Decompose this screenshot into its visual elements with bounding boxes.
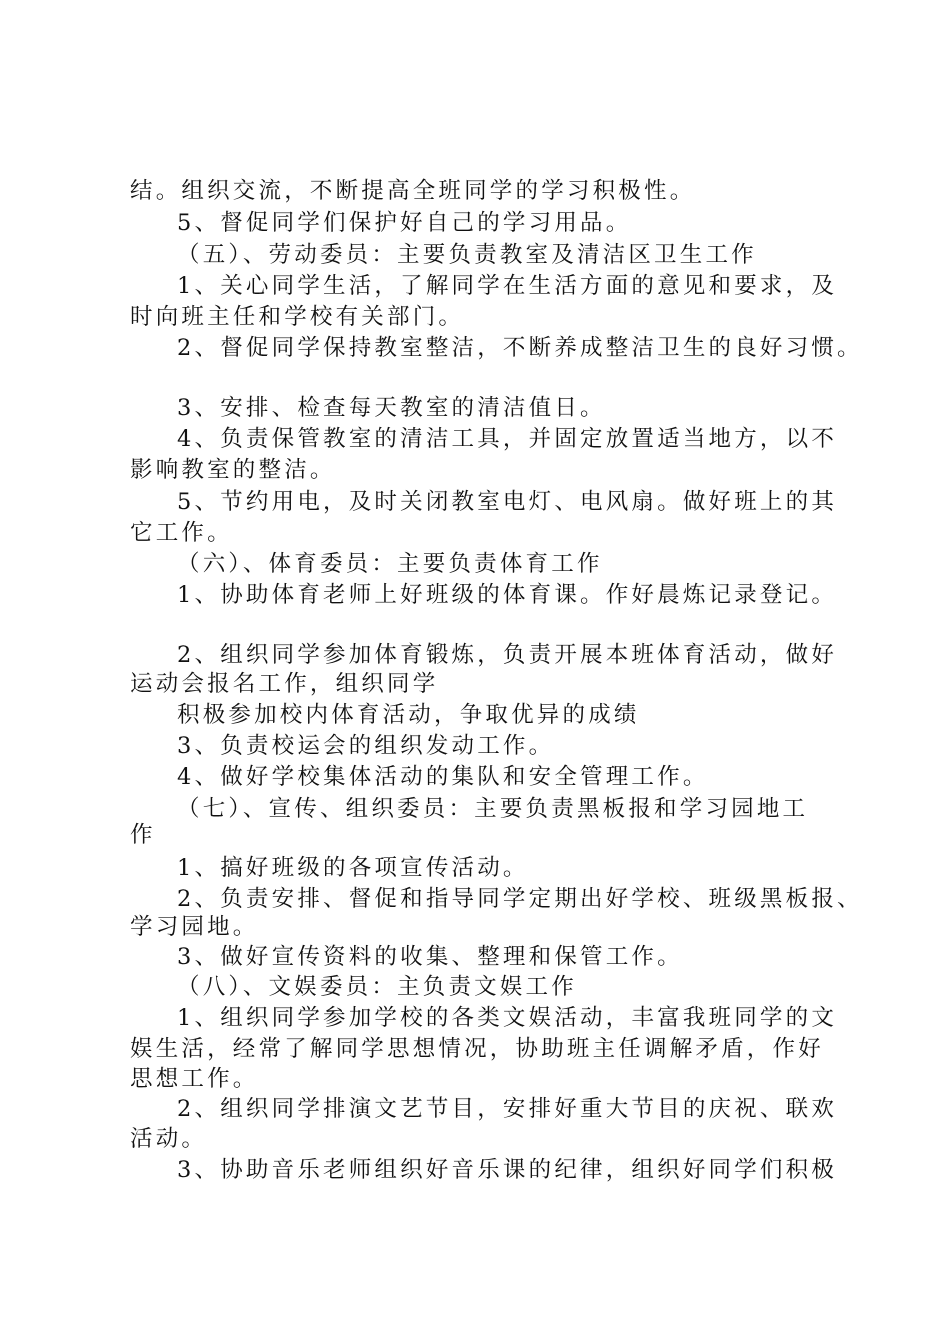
text-line: 4、负责保管教室的清洁工具，并固定放置适当地方，以不 xyxy=(177,426,838,452)
text-line: 运动会报名工作，组织同学 xyxy=(130,671,439,697)
text-line: 1、关心同学生活，了解同学在生活方面的意见和要求，及 xyxy=(177,273,838,299)
text-line: 3、安排、检查每天教室的清洁值日。 xyxy=(177,395,606,421)
section-heading: 作 xyxy=(130,822,156,848)
text-line: 结。组织交流，不断提高全班同学的学习积极性。 xyxy=(130,178,696,204)
text-line: 5、督促同学们保护好自己的学习用品。 xyxy=(177,210,632,236)
text-line: 2、组织同学排演文艺节目，安排好重大节目的庆祝、联欢 xyxy=(177,1096,838,1122)
text-line: 学习园地。 xyxy=(130,914,259,940)
section-heading: （五）、劳动委员：主要负责教室及清洁区卫生工作 xyxy=(177,242,757,268)
text-line: 5、节约用电，及时关闭教室电灯、电风扇。做好班上的其 xyxy=(177,489,838,515)
text-line: 3、协助音乐老师组织好音乐课的纪律，组织好同学们积极 xyxy=(177,1157,838,1183)
text-line: 思想工作。 xyxy=(130,1066,259,1092)
section-heading: （八）、文娱委员：主负责文娱工作 xyxy=(177,974,577,1000)
text-line: 1、组织同学参加学校的各类文娱活动，丰富我班同学的文 xyxy=(177,1005,838,1031)
text-line: 娱生活，经常了解同学思想情况，协助班主任调解矛盾，作好 xyxy=(130,1036,824,1062)
section-heading: （六）、体育委员：主要负责体育工作 xyxy=(177,551,603,577)
text-line: 1、协助体育老师上好班级的体育课。作好晨炼记录登记。 xyxy=(177,582,838,608)
text-line: 3、做好宣传资料的收集、整理和保管工作。 xyxy=(177,944,683,970)
text-line: 3、负责校运会的组织发动工作。 xyxy=(177,733,555,759)
text-line: 2、组织同学参加体育锻炼，负责开展本班体育活动，做好 xyxy=(177,642,838,668)
text-line: 它工作。 xyxy=(130,520,233,546)
section-heading: （七）、宣传、组织委员：主要负责黑板报和学习园地工 xyxy=(177,796,809,822)
text-line: 1、搞好班级的各项宣传活动。 xyxy=(177,855,529,881)
text-line: 2、督促同学保持教室整洁，不断养成整洁卫生的良好习惯。 xyxy=(177,335,863,361)
text-line: 4、做好学校集体活动的集队和安全管理工作。 xyxy=(177,764,709,790)
text-line: 活动。 xyxy=(130,1126,208,1152)
text-line: 影响教室的整洁。 xyxy=(130,457,336,483)
text-line: 时向班主任和学校有关部门。 xyxy=(130,304,465,330)
text-line: 2、负责安排、督促和指导同学定期出好学校、班级黑板报、 xyxy=(177,886,863,912)
text-line: 积极参加校内体育活动，争取优异的成绩 xyxy=(177,702,640,728)
